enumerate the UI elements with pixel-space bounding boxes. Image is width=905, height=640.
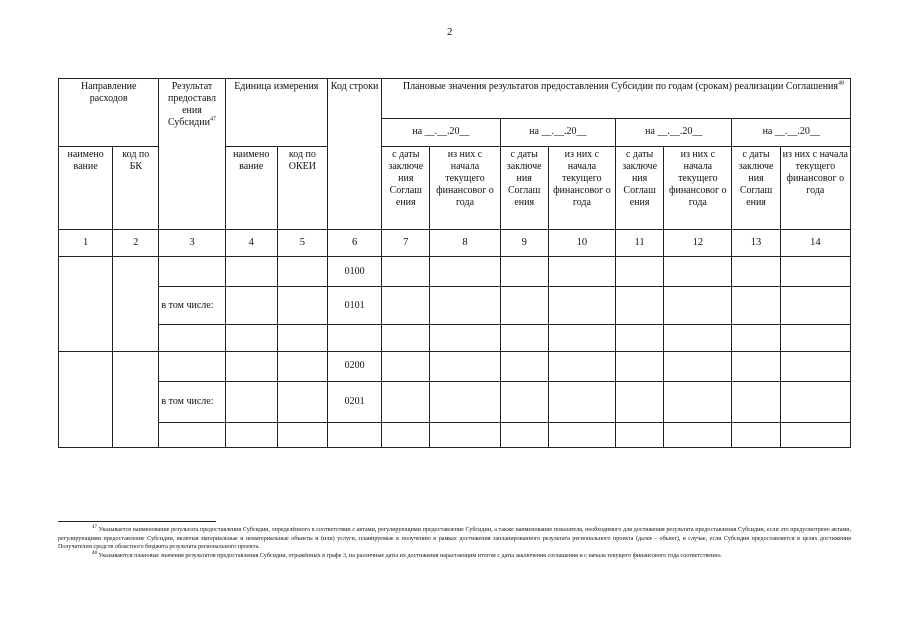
year-period-4: на __.__.20__ [732, 118, 851, 146]
empty-cell [159, 257, 225, 286]
empty-cell [59, 257, 113, 351]
header-direction: Направление расходов [59, 79, 159, 147]
line-code-0101: 0101 [327, 286, 381, 325]
subheader-from-date: с даты заключе ния Соглаш ения [616, 146, 664, 229]
subheader-from-year-start: из них с начала текущего финансовог о года [430, 146, 500, 229]
table-row [59, 422, 851, 447]
header-unit: Единица измерения [225, 79, 327, 147]
empty-cell [113, 257, 159, 351]
column-number: 3 [159, 230, 225, 257]
subheader-from-date: с даты заключе ния Соглаш ения [382, 146, 430, 229]
page-number: 2 [447, 26, 453, 38]
header-result: Результат предоставл ения Субсидии$^{47}$ [159, 79, 225, 230]
table-row [59, 351, 851, 381]
footnotes [58, 526, 851, 560]
column-number: 9 [500, 230, 548, 257]
subheader-okei-code: код по ОКЕИ [277, 146, 327, 229]
column-number: 10 [548, 230, 615, 257]
table-row [59, 286, 851, 325]
footnote-separator [58, 521, 216, 522]
subsidy-results-table [58, 78, 851, 448]
year-period-2: на __.__.20__ [500, 118, 615, 146]
header-plan: Плановые значения результатов предоставления Субсидии по годам (срокам) реализации Соглашения$^{48}$ [382, 79, 851, 119]
column-number: 1 [59, 230, 113, 257]
subheader-from-year-start: из них с начала текущего финансовог о года [548, 146, 615, 229]
subheader-bk-code: код по БК [113, 146, 159, 229]
empty-cell [225, 351, 277, 381]
empty-cell [225, 257, 277, 286]
footnote-48: $^{48}$ Указываются плановые значения результатов предоставления Субсидии, отражённых в графе 3, на различные даты их достижения нарастающим итогом с даты заключения соглашения и с начала текущего финансового года соответственно. [92, 550, 723, 559]
line-code-0200: 0200 [327, 351, 381, 381]
table-row [59, 382, 851, 423]
footnote-47: $^{47}$ Указывается наименование результата предоставления Субсидии, определённого в соответствии с актами, регулирующими предоставление Субсидии, а также наименование показателя, необходимого для достижения результата предоставления Субсидии, если это предусмотрено актами, регулирующими предоставление Субсидии, включая материальные и нематериальные объекты и (или) услуги, планируемые к получению в рамках достижения запланированного результата регионального проекта (далее - объект), в случае, если Субсидия предоставляется в целях достижения Получателем средств областного бюджета результата регионального проекта. [58, 524, 851, 551]
empty-cell [277, 257, 327, 286]
column-number: 4 [225, 230, 277, 257]
column-number: 6 [327, 230, 381, 257]
including-label: в том числе: [159, 382, 225, 423]
footnote-ref-47: 47 [209, 116, 216, 123]
column-number: 11 [616, 230, 664, 257]
empty-cell [113, 351, 159, 447]
subheader-from-year-start: из них с начала текущего финансовог о года [664, 146, 732, 229]
footnote-ref-48: 48 [838, 80, 844, 87]
empty-cell [159, 351, 225, 381]
column-number: 2 [113, 230, 159, 257]
column-number: 7 [382, 230, 430, 257]
subheader-from-year-start: из них с начала текущего финансовог о года [780, 146, 850, 229]
column-number: 13 [732, 230, 780, 257]
table-row [59, 325, 851, 351]
column-number: 8 [430, 230, 500, 257]
subheader-from-date: с даты заключе ния Соглаш ения [500, 146, 548, 229]
subheader-unit-name: наимено вание [225, 146, 277, 229]
including-label: в том числе: [159, 286, 225, 325]
empty-cell [59, 351, 113, 447]
column-number: 12 [664, 230, 732, 257]
empty-cell [277, 351, 327, 381]
line-code-0100: 0100 [327, 257, 381, 286]
line-code-0201: 0201 [327, 382, 381, 423]
subheader-name: наимено вание [59, 146, 113, 229]
column-number: 14 [780, 230, 850, 257]
header-line-code: Код строки [327, 79, 381, 230]
column-number: 5 [277, 230, 327, 257]
table-row [59, 257, 851, 286]
subheader-from-date: с даты заключе ния Соглаш ения [732, 146, 780, 229]
column-number-row [59, 230, 851, 257]
year-period-1: на __.__.20__ [382, 118, 500, 146]
year-period-3: на __.__.20__ [616, 118, 732, 146]
